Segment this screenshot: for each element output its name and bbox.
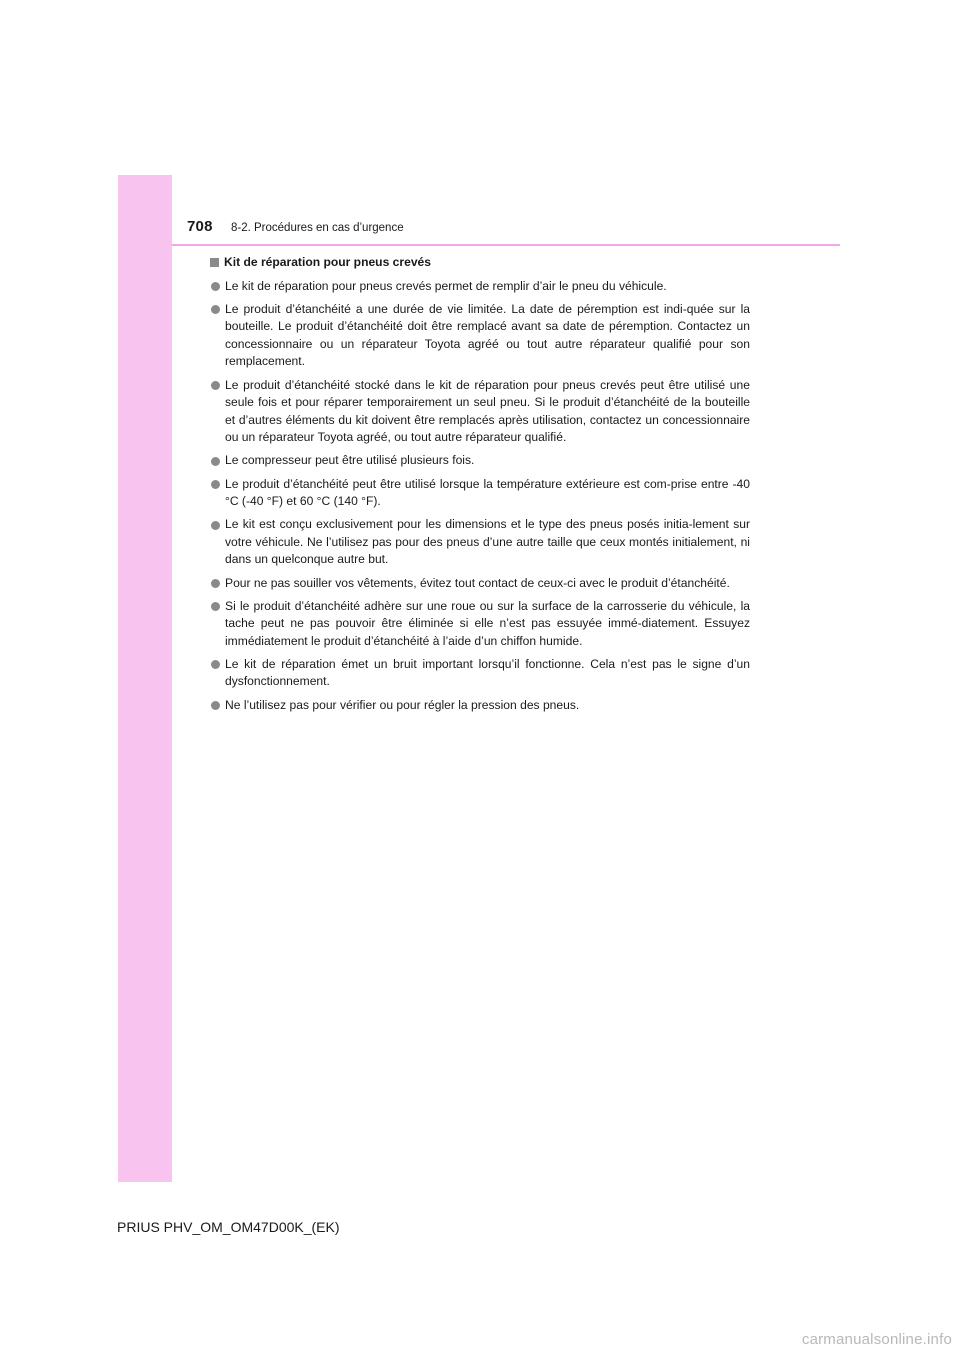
bullet-icon [211,282,220,291]
list-item [210,301,750,371]
list-item-text: Le produit d’étanchéité stocké dans le kit de réparation pour pneus crevés peut être utilisé une seule fois et pour réparer temporairement un seul pneu. Si le produit d’étanchéité de la bouteille et d’autres éléments du kit doivent être remplacés après utilisation, contactez un concessionnaire ou un réparateur Toyota agréé, ou tout autre réparateur qualifié. [225,377,750,445]
bullet-icon [211,381,220,390]
section-heading [210,254,750,272]
list-item [210,452,750,470]
bullet-icon [211,305,220,314]
content [210,254,750,720]
list-item [210,278,750,296]
list-item-text: Le kit est conçu exclusivement pour les dimensions et le type des pneus posés initia-lement sur votre véhicule. Ne l’utilisez pas pour des pneus d’une autre taille que ceux montés initialement, ni dans un quelconque autre but. [225,517,750,567]
list-item [210,516,750,569]
header-rule [172,244,840,246]
list-item-text: Le compresseur peut être utilisé plusieurs fois. [225,453,475,468]
list-item-text: Pour ne pas souiller vos vêtements, évitez tout contact de ceux-ci avec le produit d’étanchéité. [225,575,730,590]
section-heading-text: Kit de réparation pour pneus crevés [224,255,431,269]
bullet-icon [211,457,220,466]
section-title: 8-2. Procédures en cas d’urgence [231,222,404,234]
bullet-icon [211,480,220,489]
watermark: carmanualsonline.info [801,1331,952,1348]
bullet-icon [211,701,220,710]
bullet-icon [211,521,220,530]
bullet-icon [211,602,220,611]
list-item [210,598,750,651]
list-item-text: Le kit de réparation émet un bruit important lorsqu’il fonctionne. Cela n’est pas le signe d’un dysfonctionnement. [225,656,750,689]
document-code: PRIUS PHV_OM_OM47D00K_(EK) [117,1219,340,1235]
bullet-list [210,278,750,715]
list-item-text: Le kit de réparation pour pneus crevés permet de remplir d’air le pneu du véhicule. [225,278,667,293]
list-item-text: Si le produit d’étanchéité adhère sur une roue ou sur la surface de la carrosserie du véhicule, la tache peut ne pas pouvoir être éliminée si elle n’est pas essuyée immé-diatement. Essuyez immédiatement le produit d’étanchéité à l’aide d’un chiffon humide. [225,598,750,648]
list-item-text: Le produit d’étanchéité a une durée de vie limitée. La date de péremption est indi-quée sur la bouteille. Le produit d’étanchéité doit être remplacé avant sa date de péremption. Contactez un concessionnaire ou un réparateur Toyota agréé ou tout autre réparateur qualifié pour son remplacement. [225,301,750,369]
list-item-text: Ne l’utilisez pas pour vérifier ou pour régler la pression des pneus. [225,697,580,712]
bullet-icon [211,579,220,588]
list-item [210,377,750,447]
bullet-icon [211,660,220,669]
side-band [118,175,172,1182]
square-bullet-icon [210,258,219,267]
list-item [210,697,750,715]
page-number: 708 [187,218,213,235]
list-item [210,656,750,691]
list-item [210,476,750,511]
list-item-text: Le produit d’étanchéité peut être utilisé lorsque la température extérieure est com-prise entre -40 °C (-40 °F) et 60 °C (140 °F). [225,476,750,509]
list-item [210,575,750,593]
